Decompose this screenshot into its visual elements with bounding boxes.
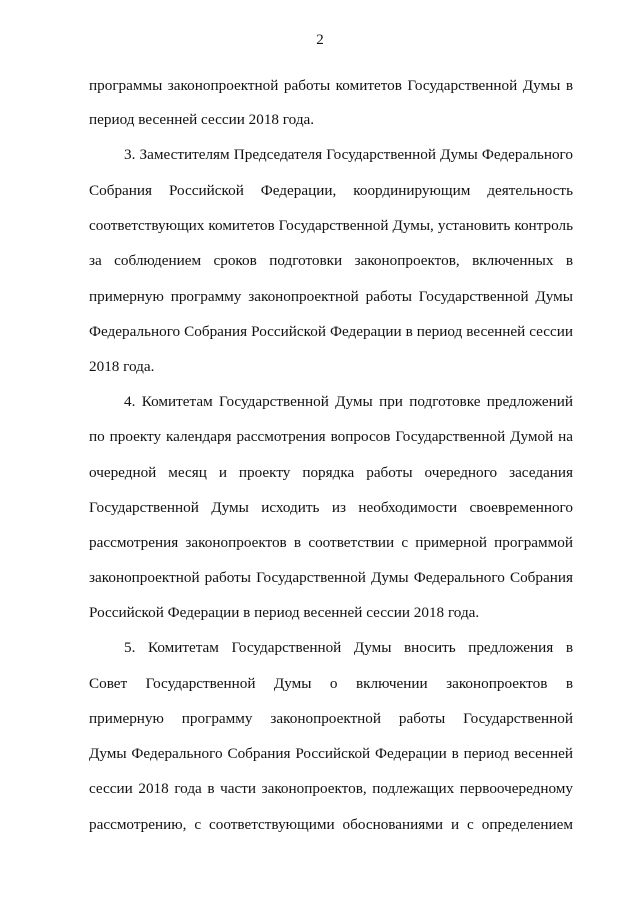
text-line: период весенней сессии 2018 года. [89,111,315,128]
text-line: Государственной Думы исходить из необходимости своевременного [89,499,573,516]
text-line: Собрания Российской Федерации, координирующим деятельность [89,182,573,199]
text-line: по проекту календаря рассмотрения вопросов Государственной Думой на [89,428,573,445]
text-line: очередной месяц и проекту порядка работы очередного заседания [89,464,573,481]
text-line: соответствующих комитетов Государственной Думы, установить контроль [89,217,573,234]
text-line: рассмотрения законопроектов в соответствии с примерной программой [89,534,573,551]
text-line: 4. Комитетам Государственной Думы при подготовке предложений [124,393,573,410]
page-number: 2 [316,32,324,48]
text-line: 5. Комитетам Государственной Думы вносить предложения в [124,639,573,656]
text-line: Федерального Собрания Российской Федерации в период весенней сессии [89,323,573,340]
text-line: 3. Заместителям Председателя Государственной Думы Федерального [124,146,573,163]
text-line: 2018 года. [89,358,155,375]
text-line: рассмотрению, с соответствующими обоснованиями и с определением [89,816,573,833]
text-line: Совет Государственной Думы о включении законопроектов в [89,675,573,692]
text-line: примерную программу законопроектной работы Государственной Думы [89,288,573,305]
text-line: за соблюдением сроков подготовки законопроектов, включенных в [89,252,573,269]
text-line: примерную программу законопроектной работы Государственной [89,710,573,727]
text-line: сессии 2018 года в части законопроектов, подлежащих первоочередному [89,780,573,797]
text-line: Думы Федерального Собрания Российской Федерации в период весенней [89,745,573,762]
text-line: законопроектной работы Государственной Думы Федерального Собрания [89,569,573,586]
text-line: программы законопроектной работы комитетов Государственной Думы в [89,77,573,94]
text-line: Российской Федерации в период весенней сессии 2018 года. [89,604,480,621]
